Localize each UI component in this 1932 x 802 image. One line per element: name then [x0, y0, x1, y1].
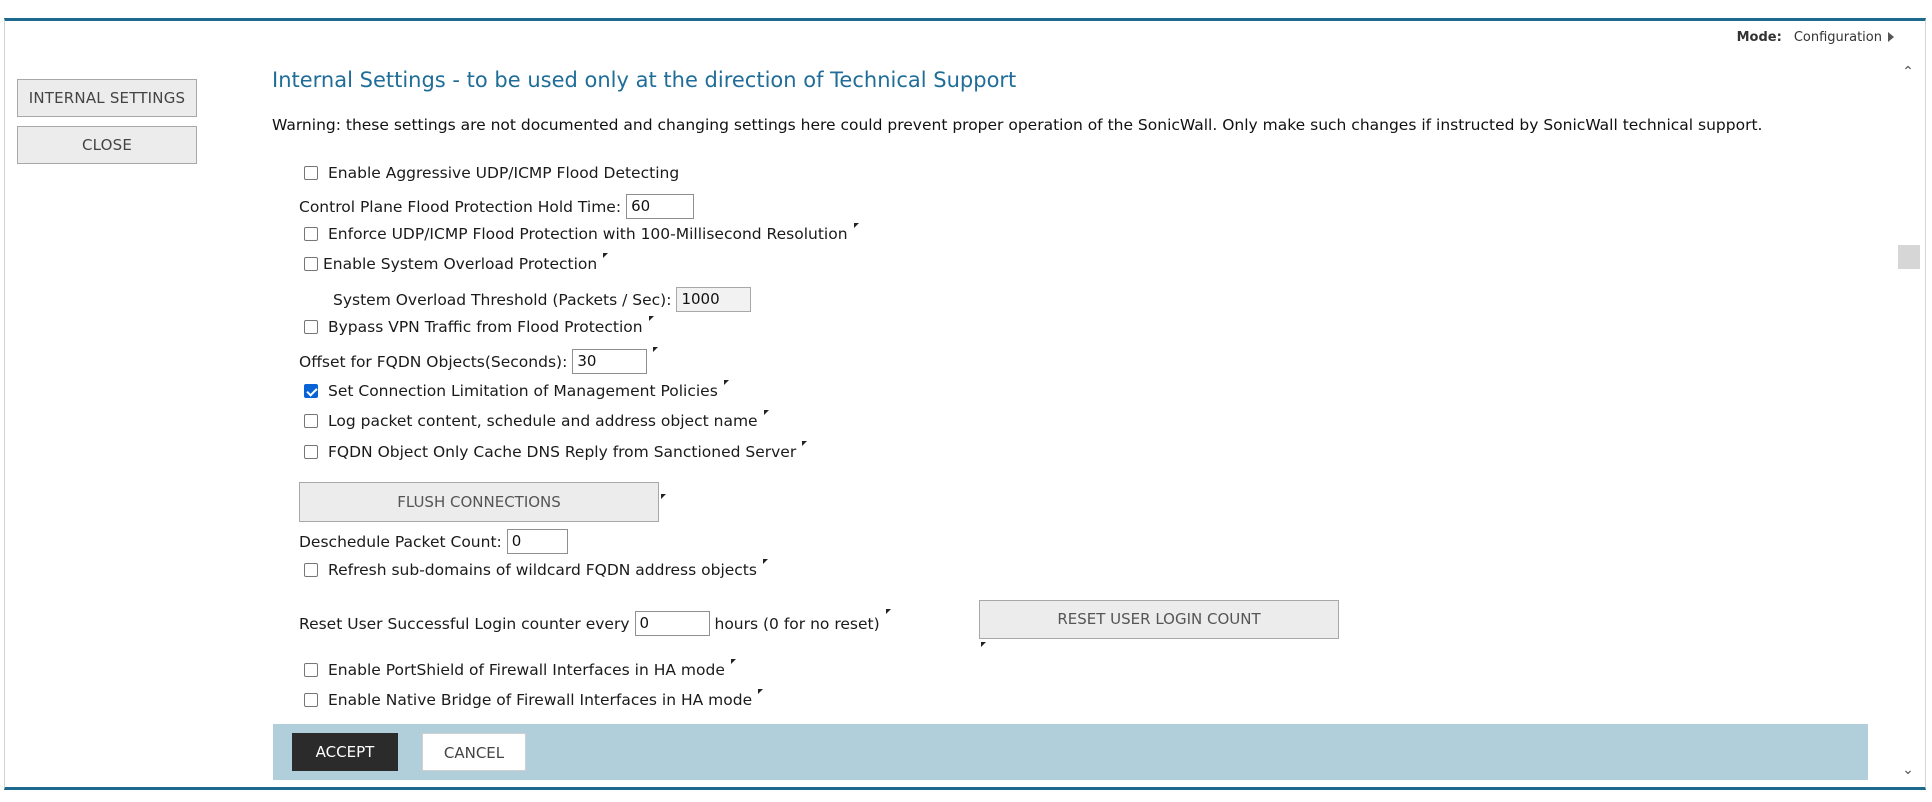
chevron-up-icon[interactable]: ⌃: [1902, 64, 1914, 80]
deschedule-label: Deschedule Packet Count:: [299, 532, 502, 551]
setting-fqdn-cache: [304, 443, 807, 461]
warning-text: Warning: these settings are not documented and changing settings here could prevent proper operation of the SonicWall. Only make such changes if instructed by SonicWall technical support.: [272, 116, 1763, 134]
setting-fqdn-offset: [299, 349, 658, 374]
fqdn-offset-input[interactable]: 30: [572, 349, 647, 374]
setting-deschedule: [299, 529, 568, 554]
chevron-down-icon[interactable]: ⌄: [1902, 762, 1914, 778]
setting-ms-resolution: [304, 225, 859, 243]
bypass-vpn-label: Bypass VPN Traffic from Flood Protection: [328, 318, 643, 336]
reset-login-input[interactable]: 0: [635, 611, 710, 636]
triangle-right-icon: [1888, 32, 1894, 42]
overload-threshold-label: System Overload Threshold (Packets / Sec):: [333, 290, 672, 309]
log-packet-label: Log packet content, schedule and address object name: [328, 412, 758, 430]
log-packet-checkbox[interactable]: [304, 414, 318, 428]
ms-resolution-checkbox[interactable]: [304, 227, 318, 241]
overload-label: Enable System Overload Protection: [323, 255, 598, 273]
flush-connections-button[interactable]: FLUSH CONNECTIONS: [299, 482, 659, 522]
setting-overload: [304, 255, 608, 273]
reset-login-label: Reset User Successful Login counter every: [299, 614, 630, 633]
setting-hold-time: [299, 194, 694, 219]
tooltip-corner-icon[interactable]: [661, 494, 666, 499]
fqdn-offset-label: Offset for FQDN Objects(Seconds):: [299, 352, 568, 371]
internal-settings-button[interactable]: INTERNAL SETTINGS: [17, 79, 197, 117]
tooltip-corner-icon[interactable]: [653, 347, 658, 352]
portshield-ha-checkbox[interactable]: [304, 663, 318, 677]
tooltip-corner-icon[interactable]: [886, 609, 891, 614]
ms-resolution-label: Enforce UDP/ICMP Flood Protection with 100-Millisecond Resolution: [328, 225, 848, 243]
tooltip-corner-icon[interactable]: [649, 316, 654, 321]
overload-checkbox[interactable]: [304, 257, 318, 271]
setting-refresh-subdomains: [304, 561, 768, 579]
tooltip-corner-icon[interactable]: [764, 410, 769, 415]
scrollbar-thumb[interactable]: [1898, 245, 1920, 269]
deschedule-input[interactable]: 0: [507, 529, 568, 554]
tooltip-corner-icon[interactable]: [603, 253, 608, 258]
tooltip-corner-icon[interactable]: [731, 659, 736, 664]
accept-button[interactable]: ACCEPT: [292, 733, 398, 771]
hold-time-input[interactable]: 60: [626, 194, 694, 219]
vertical-scrollbar[interactable]: [1898, 62, 1920, 780]
settings-panel: [290, 160, 1890, 722]
bypass-vpn-checkbox[interactable]: [304, 320, 318, 334]
page-title: Internal Settings - to be used only at the direction of Technical Support: [272, 68, 1017, 92]
tooltip-corner-icon[interactable]: [724, 380, 729, 385]
aggressive-flood-checkbox[interactable]: [304, 166, 318, 180]
overload-threshold-input[interactable]: 1000: [676, 287, 751, 312]
tooltip-corner-icon[interactable]: [758, 689, 763, 694]
fqdn-cache-label: FQDN Object Only Cache DNS Reply from Sanctioned Server: [328, 443, 797, 461]
mode-value: Configuration: [1793, 30, 1882, 45]
refresh-subdomains-label: Refresh sub-domains of wildcard FQDN address objects: [328, 561, 757, 579]
setting-portshield-ha: [304, 661, 736, 679]
setting-conn-limit: [304, 382, 729, 400]
native-bridge-ha-checkbox[interactable]: [304, 693, 318, 707]
aggressive-flood-label: Enable Aggressive UDP/ICMP Flood Detecting: [328, 164, 680, 182]
tooltip-corner-icon[interactable]: [802, 441, 807, 446]
setting-overload-threshold: [333, 287, 751, 312]
tooltip-corner-icon[interactable]: [981, 642, 986, 647]
refresh-subdomains-checkbox[interactable]: [304, 563, 318, 577]
native-bridge-ha-label: Enable Native Bridge of Firewall Interfaces in HA mode: [328, 691, 753, 709]
fqdn-cache-checkbox[interactable]: [304, 445, 318, 459]
tooltip-corner-icon[interactable]: [854, 223, 859, 228]
mode-indicator[interactable]: [1737, 30, 1894, 45]
conn-limit-label: Set Connection Limitation of Management Policies: [328, 382, 718, 400]
setting-bypass-vpn: [304, 318, 654, 336]
cancel-button[interactable]: CANCEL: [422, 733, 526, 771]
close-button[interactable]: CLOSE: [17, 126, 197, 164]
setting-aggressive-flood: [304, 164, 679, 182]
conn-limit-checkbox[interactable]: [304, 384, 318, 398]
hold-time-label: Control Plane Flood Protection Hold Time:: [299, 197, 622, 216]
mode-label: Mode:: [1736, 30, 1782, 45]
reset-login-suffix: hours (0 for no reset): [714, 614, 880, 633]
portshield-ha-label: Enable PortShield of Firewall Interfaces in HA mode: [328, 661, 725, 679]
setting-reset-login: [299, 611, 891, 636]
tooltip-corner-icon[interactable]: [763, 559, 768, 564]
setting-native-bridge-ha: [304, 691, 763, 709]
setting-log-packet: [304, 412, 769, 430]
reset-user-login-count-button[interactable]: RESET USER LOGIN COUNT: [979, 600, 1339, 639]
